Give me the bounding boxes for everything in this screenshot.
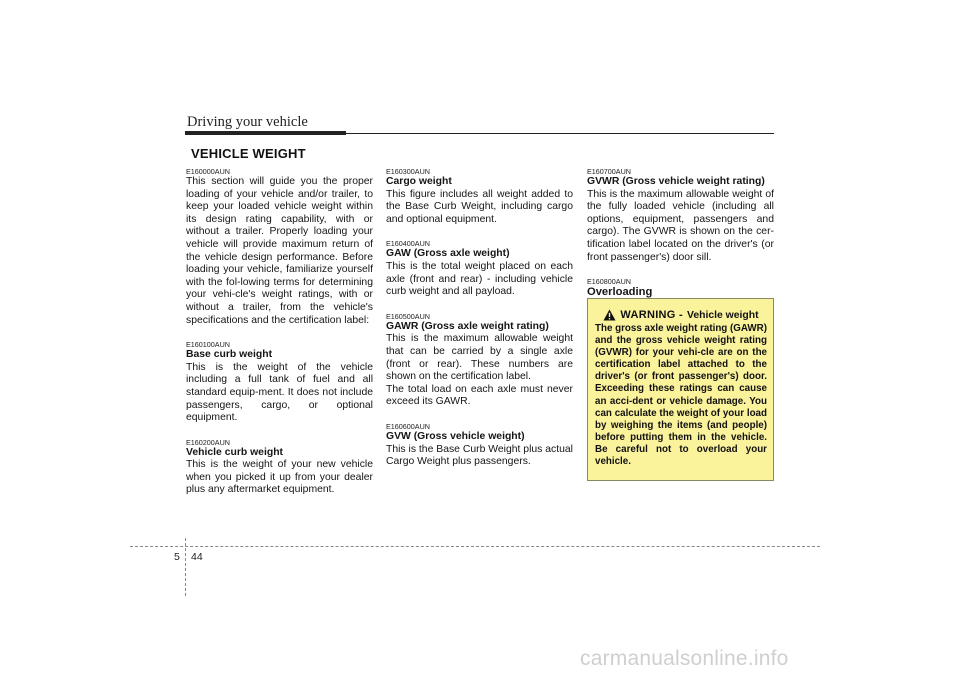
code-gaw: E160400AUN	[386, 239, 430, 249]
chapter-number: 5	[174, 551, 180, 563]
gvw-title: GVW (Gross vehicle weight)	[386, 430, 525, 442]
gawr-text-1: This is the maximum allowable weight that can be carried by a single axle (front or rear). These numbers are shown on the certification label.	[386, 333, 573, 383]
gawr-title: GAWR (Gross axle weight rating)	[386, 320, 549, 332]
code-gvwr: E160700AUN	[587, 167, 631, 176]
vehicle-curb-title: Vehicle curb weight	[186, 446, 284, 458]
page-header-title: Driving your vehicle	[187, 114, 308, 130]
gvwr-text: This is the maximum allowable weight of the fully loaded vehicle (including all options, equipment, passengers and cargo). The GVWR is shown on the cer-tification label located on the driver's (or front passenger's) door sill.	[587, 188, 774, 263]
warning-title	[595, 309, 767, 321]
footer-rule	[130, 546, 820, 547]
code-gvw: E160600AUN	[386, 421, 430, 431]
base-curb-title: Base curb weight	[186, 349, 273, 361]
vehicle-curb-text: This is the weight of your new vehicle when you picked it up from your dealer plus any aftermarket equipment.	[186, 459, 373, 496]
warning-label: WARNING -	[620, 309, 683, 321]
gaw-text: This is the total weight placed on each axle (front and rear) - including vehicle curb weight and all payload.	[386, 260, 573, 298]
column-3	[587, 167, 774, 312]
warning-triangle-icon	[603, 309, 616, 321]
code-intro: E160000AUN	[186, 167, 230, 176]
footer-divider	[185, 538, 186, 596]
header-rule-thick	[185, 131, 346, 135]
gaw-title: GAW (Gross axle weight)	[386, 248, 510, 260]
watermark: carmanualsonline.info	[580, 647, 789, 670]
gvw-text: This is the Base Curb Weight plus actual Cargo Weight plus passengers.	[386, 443, 573, 468]
cargo-text: This figure includes all weight added to the Base Curb Weight, including cargo and optional equipment.	[386, 188, 573, 225]
intro-text: This section will guide you the proper loading of your vehicle and/or trailer, to keep your loaded vehicle weight within its design rating capability, with or without a trailer. Properly loading your vehicle will provide maximum return of the vehicle design performance. Before loading your vehicle, familiarize yourself with the fol-lowing terms for determining your vehi-cle's weight ratings, with or without a trailer, from the vehicle's specifications and the certification label:	[186, 176, 373, 326]
cargo-title: Cargo weight	[386, 176, 452, 187]
gvwr-title: GVWR (Gross vehicle weight rating)	[587, 176, 765, 187]
code-gawr: E160500AUN	[386, 311, 430, 321]
column-2	[386, 167, 573, 482]
code-base-curb: E160100AUN	[186, 340, 230, 350]
base-curb-text: This is the weight of the vehicle including a full tank of fuel and all standard equip-ment. It does not include passengers, cargo, or optional equipment.	[186, 361, 373, 424]
code-cargo: E160300AUN	[386, 167, 430, 176]
gawr-text-2: The total load on each axle must never exceed its GAWR.	[386, 383, 573, 408]
section-heading: VEHICLE WEIGHT	[191, 146, 306, 161]
warning-subject: Vehicle weight	[686, 309, 759, 321]
code-overloading: E160800AUN	[587, 277, 631, 287]
code-vehicle-curb: E160200AUN	[186, 437, 230, 447]
overloading-title: Overloading	[587, 286, 653, 299]
page-number: 44	[191, 551, 203, 563]
header-rule-thin	[346, 133, 774, 134]
column-1	[186, 167, 373, 510]
warning-box	[587, 298, 774, 481]
warning-text: The gross axle weight rating (GAWR) and the gross vehicle weight rating (GVWR) for your vehi-cle are on the certification label attached to the driver's (or front passenger's) door. Exceeding these ratings can cause an acci-dent or vehicle damage. You can calculate the weight of your load by weighing the items (and people) before putting them in the vehicle. Be careful not to overload your vehicle.	[595, 323, 768, 468]
